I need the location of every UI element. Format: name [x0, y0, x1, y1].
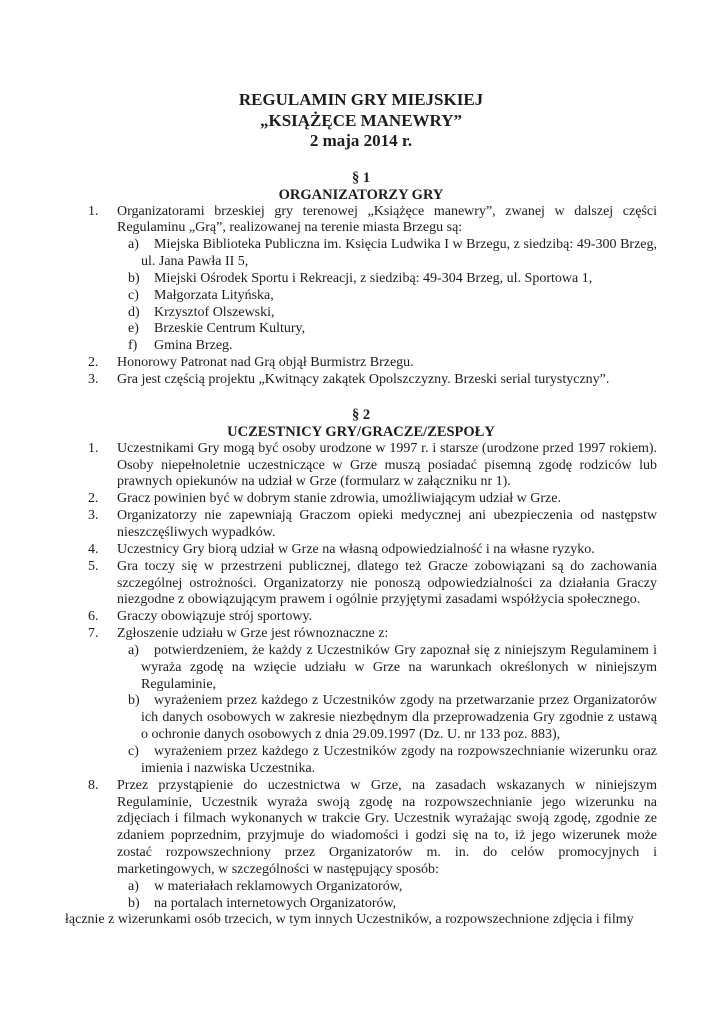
sub-item-label: c) — [128, 287, 139, 303]
trailing-paragraph: łącznie z wizerunkami osób trzecich, w tym innych Uczestników, a rozpowszechnione zdjęcia i filmy — [65, 912, 634, 928]
document-title — [65, 90, 657, 152]
list-item-label: 1. — [88, 440, 99, 456]
sub-item-label: b) — [128, 270, 140, 286]
list-item-text: Zgłoszenie udziału w Grze jest równoznaczne z: — [117, 626, 389, 642]
list-item-text: Uczestnikami Gry mogą być osoby urodzone w 1997 r. i starsze (urodzone przed 1997 rokiem). Osoby niepełnoletnie uczestniczące w Grze muszą posiadać pisemną zgodę rodziców lub prawnych opiekunów na udział w Grze (formularz w załączniku nr 1). — [117, 440, 657, 490]
sub-item-text: w materiałach reklamowych Organizatorów, — [154, 878, 403, 894]
sub-list — [117, 237, 657, 355]
sub-list-item — [117, 321, 657, 338]
list-item-label: 4. — [88, 541, 99, 557]
list-item — [65, 372, 657, 389]
title-line-2: „KSIĄŻĘCE MANEWRY” — [259, 110, 462, 130]
list-item — [65, 609, 657, 626]
sub-item-text: Brzeskie Centrum Kultury, — [154, 321, 306, 337]
sub-item-label: e) — [128, 321, 139, 337]
sub-item-text: na portalach internetowych Organizatorów, — [154, 895, 397, 911]
list-item-label: 8. — [88, 777, 99, 793]
list-item-text: Gra jest częścią projektu „Kwitnący zakątek Opolszczyzny. Brzeski serial turystyczny”. — [117, 371, 610, 387]
section-number: § 1 — [351, 169, 371, 186]
section-items — [65, 441, 657, 913]
section-heading: UCZESTNICY GRY/GRACZE/ZESPOŁY — [227, 423, 495, 440]
sub-item-text: Małgorzata Lityńska, — [154, 287, 274, 303]
document-sections — [65, 170, 657, 913]
list-item-label: 7. — [88, 626, 99, 642]
sub-list-item — [117, 693, 657, 744]
list-item — [65, 355, 657, 372]
sub-item-label: f) — [128, 338, 138, 354]
sub-item-text: Krzysztof Olszewski, — [154, 304, 275, 320]
list-item — [65, 778, 657, 913]
list-item — [65, 559, 657, 610]
sub-item-text: wyrażeniem przez każdego z Uczestników zgody na przetwarzanie przez Organizatorów ich danych osobowych w zakresie niezbędnym dla przeprowadzenia Gry zgodnie z ustawą o ochronie danych osobowych z dnia 29.09.1997 (Dz. U. nr 133 poz. 883), — [141, 693, 657, 743]
sub-item-text: potwierdzeniem, że każdy z Uczestników Gry zapoznał się z niniejszym Regulaminem i wyraża zgodę na wzięcie udziału w Grze na warunkach określonych w niniejszym Regulaminie, — [141, 642, 657, 692]
sub-item-label: a) — [128, 642, 139, 658]
sub-item-text: Gmina Brzeg. — [154, 338, 233, 354]
list-item-text: Uczestnicy Gry biorą udział w Grze na własną odpowiedzialność i na własne ryzyko. — [117, 541, 595, 557]
sub-item-label: b) — [128, 895, 140, 911]
sub-item-label: c) — [128, 743, 139, 759]
sub-list-item — [117, 744, 657, 778]
sub-item-label: b) — [128, 693, 140, 709]
list-item-label: 5. — [88, 558, 99, 574]
list-item-text: Graczy obowiązuje strój sportowy. — [117, 609, 313, 625]
list-item-label: 6. — [88, 609, 99, 625]
sub-list-item — [117, 879, 657, 896]
sub-list-item — [117, 896, 657, 913]
sub-list-item — [117, 643, 657, 694]
list-item-text: Przez przystąpienie do uczestnictwa w Grze, na zasadach wskazanych w niniejszym Regulaminie, Uczestnik wyraża swoją zgodę na rozpowszechnianie jego wizerunku na zdjęciach i filmach wykonanych w trakcie Gry. Uczestnik wyrażając swoją zgodę, zgodnie ze zdaniem poprzednim, przyjmuje do wiadomości i godzi się na to, iż jego wizerunek może zostać rozpowszechniony przez Organizatorów m. in. do celów promocyjnych i marketingowych, w szczególności w następujący sposób: — [117, 777, 657, 877]
list-item — [65, 204, 657, 356]
title-line-1: REGULAMIN GRY MIEJSKIEJ — [238, 90, 484, 109]
sub-list-item — [117, 338, 657, 355]
list-item-text: Organizatorzy nie zapewniają Graczom opieki medycznej ani ubezpieczenia od następstw nieszczęśliwych wypadków. — [117, 508, 657, 540]
sub-item-label: a) — [128, 878, 139, 894]
list-item-label: 1. — [88, 203, 99, 219]
sub-item-text: Miejska Biblioteka Publiczna im. Księcia Ludwika I w Brzegu, z siedzibą: 49-300 Brzeg, ul. Jana Pawła II 5, — [141, 237, 657, 270]
list-item-text: Organizatorami brzeskiej gry terenowej „Książęce manewry”, zwanej w dalszej części Regulaminu „Grą”, realizowanej na terenie miasta Brzegu są: — [117, 203, 657, 236]
sub-list-item — [117, 305, 657, 322]
sub-item-text: wyrażeniem przez każdego z Uczestników zgody na rozpowszechnianie wizerunku oraz imienia i nazwiska Uczestnika. — [141, 743, 657, 776]
list-item-text: Honorowy Patronat nad Grą objął Burmistrz Brzegu. — [117, 355, 414, 371]
list-item-label: 2. — [88, 491, 99, 507]
sub-item-label: d) — [128, 304, 140, 320]
list-item — [65, 626, 657, 778]
sub-list-item — [117, 288, 657, 305]
title-line-3: 2 maja 2014 r. — [309, 131, 413, 150]
section-number: § 2 — [351, 406, 371, 423]
sub-item-text: Miejski Ośrodek Sportu i Rekreacji, z siedzibą: 49-304 Brzeg, ul. Sportowa 1, — [154, 270, 593, 286]
list-item — [65, 542, 657, 559]
sub-list — [117, 879, 657, 913]
document-section — [65, 170, 657, 389]
list-item — [65, 491, 657, 508]
section-items — [65, 204, 657, 389]
list-item — [65, 508, 657, 542]
list-item-label: 3. — [88, 508, 99, 524]
sub-list-item — [117, 237, 657, 271]
list-item — [65, 441, 657, 492]
sub-list — [117, 643, 657, 778]
list-item-label: 2. — [88, 355, 99, 371]
list-item-label: 3. — [88, 371, 99, 387]
document-section — [65, 407, 657, 913]
list-item-text: Gra toczy się w przestrzeni publicznej, dlatego też Gracze zobowiązani są do zachowania szczególnej ostrożności. Organizatorzy nie ponoszą odpowiedzialności za działania Graczy niezgodne z obowiązującym prawem i ogólnie przyjętymi zasadami współżycia społecznego. — [117, 558, 657, 608]
sub-item-label: a) — [128, 237, 139, 253]
section-heading: ORGANIZATORZY GRY — [278, 186, 444, 203]
list-item-text: Gracz powinien być w dobrym stanie zdrowia, umożliwiającym udział w Grze. — [117, 491, 561, 507]
sub-list-item — [117, 271, 657, 288]
